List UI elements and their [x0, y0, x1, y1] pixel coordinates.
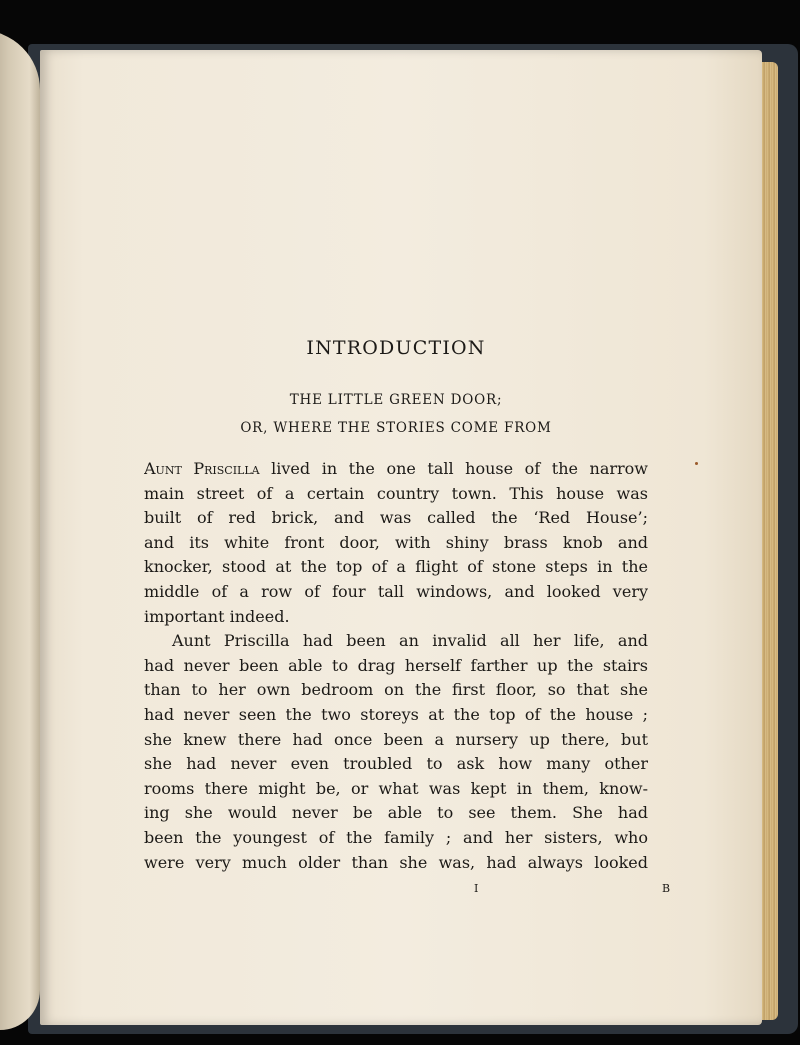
- paragraph-2-line: she knew there had once been a nursery up there, but: [144, 729, 648, 749]
- page-number: I: [474, 882, 479, 895]
- signature-mark: B: [662, 882, 671, 895]
- paragraph-2-line: than to her own bedroom on the first floor, so that she: [144, 680, 648, 700]
- paragraph-2-line: had never seen the two storeys at the top of the house ;: [144, 704, 648, 724]
- paragraph-1-line: built of red brick, and was called the ‘Red House’;: [144, 508, 648, 528]
- paragraph-1-line: knocker, stood at the top of a flight of stone steps in the: [144, 557, 648, 577]
- paragraph-2-line: been the youngest of the family ; and her sisters, who: [144, 827, 648, 847]
- paragraph-2-line: Aunt Priscilla had been an invalid all her life, and: [172, 631, 648, 651]
- paragraph-1-line: important indeed.: [144, 606, 290, 626]
- lead-words: Aunt Priscilla: [144, 459, 260, 478]
- paragraph-1-line: and its white front door, with shiny brass knob and: [144, 532, 648, 552]
- paragraph-2-line: were very much older than she was, had always looked: [144, 852, 648, 872]
- story-title: THE LITTLE GREEN DOOR;: [289, 392, 503, 408]
- chapter-title: INTRODUCTION: [306, 337, 486, 359]
- paragraph-2-line: ing she would never be able to see them. She had: [144, 803, 648, 823]
- body-text: [144, 457, 648, 875]
- story-subtitle: OR, WHERE THE STORIES COME FROM: [240, 420, 552, 436]
- paragraph-1-line: main street of a certain country town. This house was: [144, 483, 648, 503]
- right-page: [40, 50, 762, 1025]
- paragraph-1-line: Aunt Priscilla lived in the one tall house of the narrow: [144, 459, 648, 478]
- paragraph-2-line: she had never even troubled to ask how many other: [144, 754, 648, 774]
- paragraph-2-line: had never been able to drag herself farther up the stairs: [144, 655, 648, 675]
- left-page-curl: [0, 30, 40, 1030]
- paper-speck: [695, 462, 698, 465]
- paragraph-2-line: rooms there might be, or what was kept in them, know-: [144, 778, 648, 798]
- paragraph-1-line: middle of a row of four tall windows, and looked very: [144, 581, 648, 601]
